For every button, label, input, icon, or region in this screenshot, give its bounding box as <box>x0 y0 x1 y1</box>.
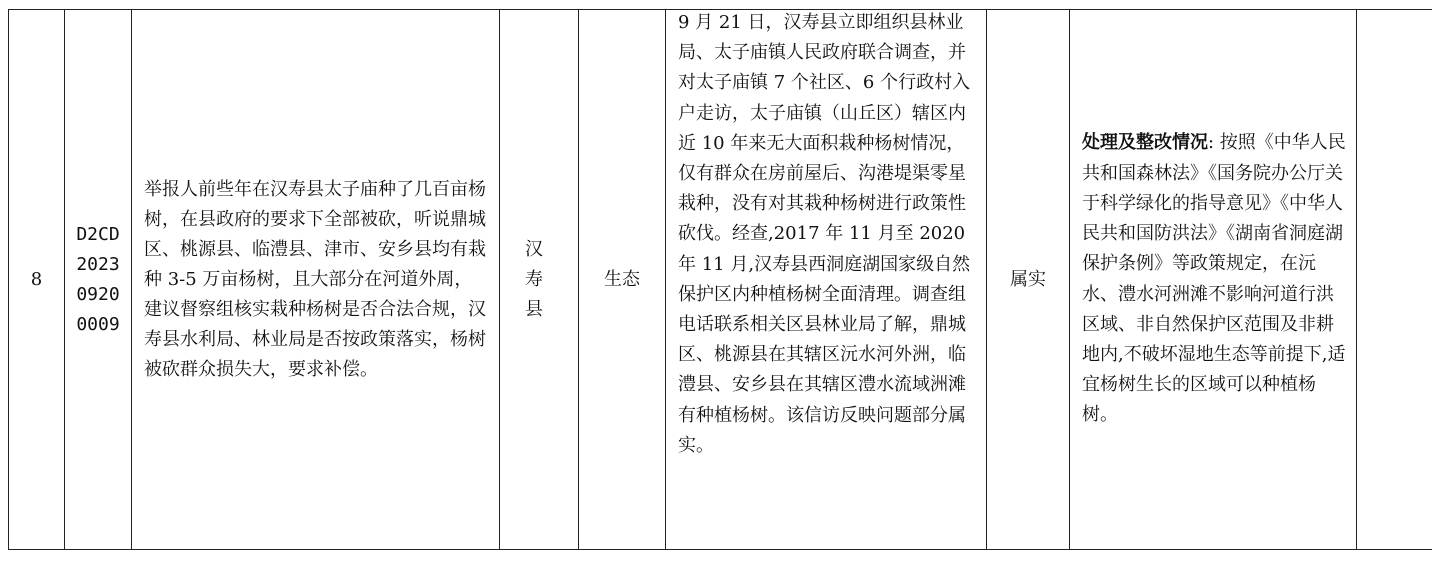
county-name: 汉寿县 <box>525 238 563 320</box>
category-label: 生态 <box>604 268 640 290</box>
table-row <box>9 10 1432 550</box>
investigation-text: 9 月 21 日，汉寿县立即组织县林业局、太子庙镇人民政府联合调查，并对太子庙镇 7 个社区、6 个行政村入户走访，太子庙镇（山丘区）辖区内近 10 年来无大面积栽种杨树情况，仅有群众在房前屋后、沟港堤渠零星栽种，没有对其栽种杨树进行政策性砍伐。经查,2017 年 11 月至 2020 年 11 月,汉寿县西洞庭湖国家级自然保护区内种植杨树全面清理。调查组电话联系相关区县林业局了解，鼎城区、桃源县在其辖区沅水河外洲，临澧县、安乡县在其辖区澧水流域洲滩有种植杨树。该信访反映问题部分属实。 <box>678 12 971 456</box>
complaint-content-cell <box>132 10 500 550</box>
row-number-cell <box>9 10 65 550</box>
category-cell <box>579 10 666 550</box>
remarks-cell <box>1357 10 1432 550</box>
verdict-label: 属实 <box>1010 268 1046 290</box>
handling-text: : 按照《中华人民共和国森林法》《国务院办公厅关于科学绿化的指导意见》《中华人民共和国防洪法》《湖南省洞庭湖保护条例》等政策规定，在沅水、澧水河洲滩不影响河道行洪区域、非自然保护区范围及非耕地内,不破坏湿地生态等前提下,适宜杨树生长的区域可以种植杨树。 <box>1082 132 1346 426</box>
complaint-text: 举报人前些年在汉寿县太子庙种了几百亩杨树，在县政府的要求下全部被砍，听说鼎城区、桃源县、临澧县、津市、安乡县均有栽种 3-5 万亩杨树，且大部分在河道外周，建议督察组核实栽种杨树是否合法合规，汉寿县水利局、林业局是否按政策落实，杨树被砍群众损失大，要求补偿。 <box>144 178 486 380</box>
report-table <box>8 9 1432 550</box>
case-code-cell <box>65 10 132 550</box>
row-number: 8 <box>30 268 43 290</box>
handling-heading: 处理及整改情况 <box>1082 132 1208 154</box>
investigation-cell <box>666 10 987 550</box>
handling-cell <box>1070 10 1357 550</box>
case-code-line: 0009 <box>76 313 120 335</box>
case-code-line: 0920 <box>76 283 120 305</box>
case-code-line: D2CD <box>76 223 120 245</box>
verdict-cell <box>987 10 1070 550</box>
case-code-line: 2023 <box>76 253 120 275</box>
county-cell <box>500 10 579 550</box>
